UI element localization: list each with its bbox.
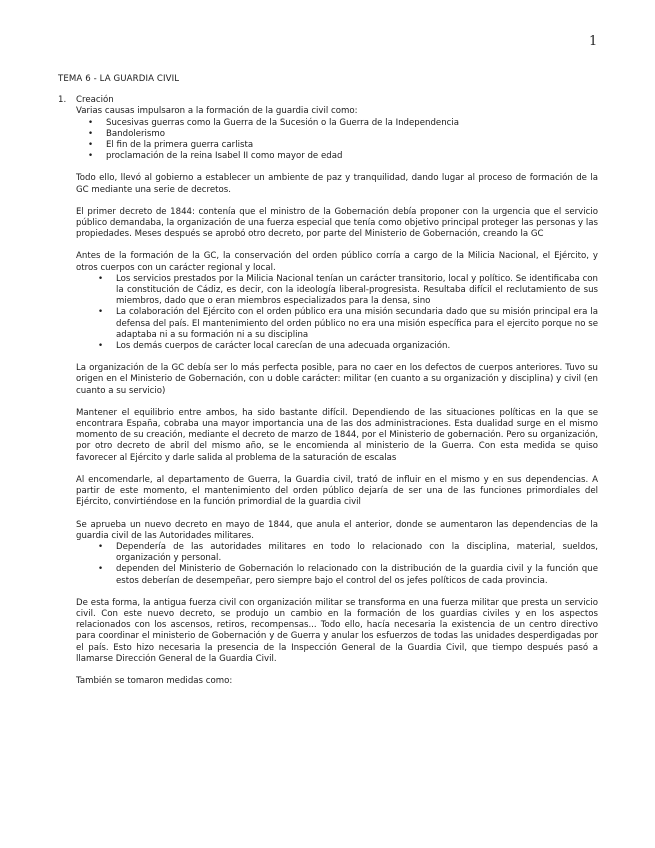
paragraph: Mantener el equilibrio entre ambos, ha sido bastante difícil. Dependiendo de las situaciones políticas en la que se encontrara España, cobraba una mayor importancia una de las dos administraciones. Esta dualidad surge en el mismo momento de su creación, mediante el decreto de marzo de 1844, por el Ministerio de gobernación. Pero su organización, por otro decreto de abril del mismo año, se le encomienda al ministerio de la Guerra. Con esta medida se quiso favorecer al Ejército y darle salida al problema de la saturación de escalas <box>76 407 598 463</box>
paragraph: Todo ello, llevó al gobierno a establecer un ambiente de paz y tranquilidad, dando lugar al proceso de formación de la GC mediante una serie de decretos. <box>76 173 598 195</box>
decree-list <box>58 542 598 587</box>
list-item: • Sucesivas guerras como la Guerra de la Sucesión o la Guerra de la Independencia <box>106 118 598 129</box>
causes-list <box>58 118 598 163</box>
list-item: • El fin de la primera guerra carlista <box>106 140 598 151</box>
section-number: 1. <box>58 95 67 106</box>
list-item: • La colaboración del Ejército con el orden público era una misión secundaria dado que su misión principal era la defensa del país. El mantenimiento del orden público no era una misión específica para el ejercito porque no se adaptaba ni a su formación ni a su disciplina <box>116 307 598 341</box>
section-heading-row <box>58 95 598 106</box>
paragraph: La organización de la GC debía ser lo más perfecta posible, para no caer en los defectos de cuerpos anteriores. Tuvo su origen en el Ministerio de Gobernación, con u doble carácter: militar (en cuanto a su organización y disciplina) y civil (en cuanto a su servicio) <box>76 363 598 396</box>
section-heading: Creación <box>76 95 114 106</box>
list-item: • Los servicios prestados por la Milicia Nacional tenían un carácter transitorio, local y político. Se identificaba con la constitución de Cádiz, es decir, con la ideología liberal-progresista. Resultaba difícil el reclutamiento de sus miembros, dado que o eran miembros especializados para la densa, sino <box>116 274 598 308</box>
document-body <box>58 74 598 687</box>
page-number: 1 <box>589 34 598 49</box>
paragraph: Al encomendarle, al departamento de Guerra, la Guardia civil, trató de influir en el mismo y en sus dependencias. A partir de este momento, el mantenimiento del orden público dejaría de ser una de las funciones primordiales del Ejército, convirtiéndose en la función primordial de la guardia civil <box>76 474 598 508</box>
list-item: • Los demás cuerpos de carácter local carecían de una adecuada organización. <box>116 341 598 352</box>
list-item: • dependen del Ministerio de Gobernación lo relacionado con la distribución de la guardia civil y la función que estos deberían de desempeñar, pero siempre bajo el control del os jefes políticos de cada provincia. <box>116 564 598 586</box>
bodies-list <box>58 274 598 352</box>
list-item: • Bandolerismo <box>106 129 598 140</box>
paragraph: También se tomaron medidas como: <box>76 675 233 686</box>
paragraph: De esta forma, la antigua fuerza civil con organización militar se transforma en una fuerza militar que presta un servicio civil. Con este nuevo decreto, se produjo un cambio en la formación de los guardias civiles y en los aspectos relacionados con los ascensos, retiros, recompensas... Todo ello, hacía necesaria la existencia de un centro directivo para coordinar el ministerio de Gobernación y de Guerra y anular los esfuerzos de todas las unidades desperdigadas por el país. Esto hizo necesaria la presencia de la Inspección General de la Guardia Civil, que tiempo después pasó a llamarse Dirección General de la Guardia Civil. <box>76 597 598 664</box>
document-title: TEMA 6 - LA GUARDIA CIVIL <box>58 74 180 84</box>
paragraph: Se aprueba un nuevo decreto en mayo de 1844, que anula el anterior, donde se aumentaron las dependencias de la guardia civil de las Autoridades militares. <box>76 519 598 541</box>
paragraph: Antes de la formación de la GC, la conservación del orden público corría a cargo de la Milicia Nacional, el Ejército, y otros cuerpos con un carácter regional y local. <box>76 251 598 273</box>
list-item: • Dependería de las autoridades militares en todo lo relacionado con la disciplina, material, sueldos, organización y personal. <box>116 542 598 564</box>
list-item: • proclamación de la reina Isabel II como mayor de edad <box>106 151 598 162</box>
section-intro: Varias causas impulsaron a la formación de la guardia civil como: <box>76 106 358 117</box>
paragraph: El primer decreto de 1844: contenía que el ministro de la Gobernación debía proponer con la urgencia que el servicio público demandaba, la organización de una fuerza especial que tenía como objetivo principal proteger las personas y las propiedades. Meses después se aprobó otro decreto, por parte del Ministerio de Gobernación, creando la GC <box>76 206 598 240</box>
